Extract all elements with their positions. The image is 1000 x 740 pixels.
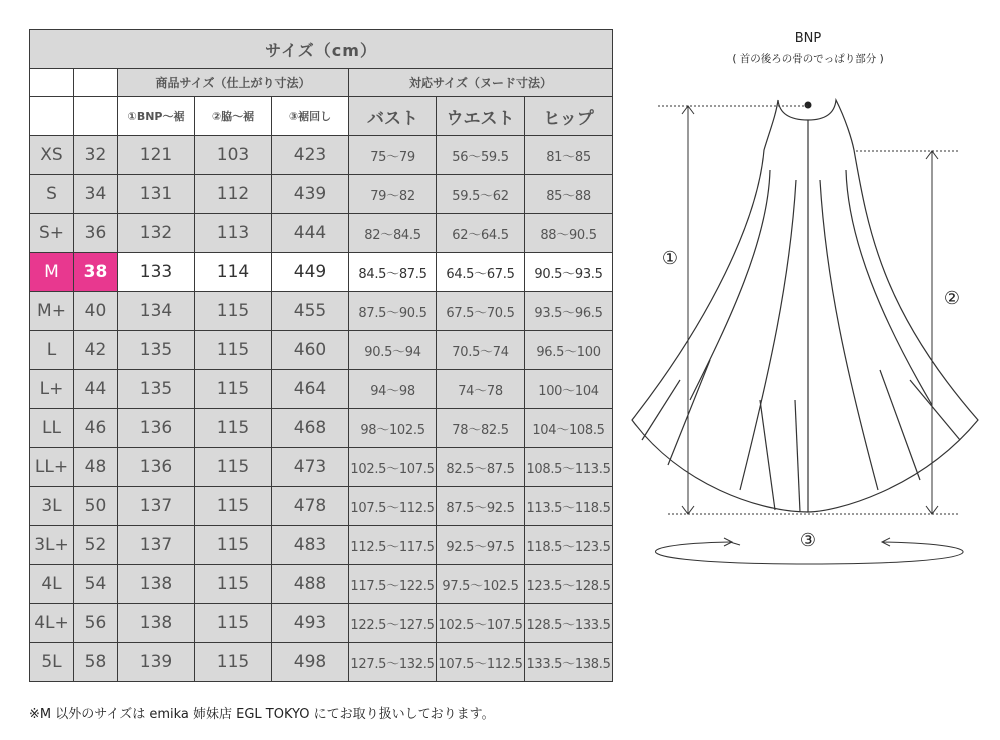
cell-suso: 498: [272, 643, 349, 682]
product-size-header: 商品サイズ（仕上がり寸法）: [118, 69, 349, 97]
marker-2: ②: [943, 288, 961, 309]
cell-waist: 64.5～67.5: [437, 253, 525, 292]
cell-suso: 468: [272, 409, 349, 448]
cell-num: 32: [74, 136, 118, 175]
cell-num: 36: [74, 214, 118, 253]
dress-diagram: [620, 20, 1000, 580]
cell-waki: 115: [195, 448, 272, 487]
table-row: [30, 565, 613, 604]
cell-num: 38: [74, 253, 118, 292]
marker-3: ③: [799, 530, 817, 551]
col-header-bust: バスト: [349, 97, 437, 136]
cell-waki: 114: [195, 253, 272, 292]
cell-label: L+: [30, 370, 74, 409]
col-header-waki: ②脇～裾: [195, 97, 272, 136]
cell-hip: 85～88: [525, 175, 613, 214]
cell-suso: 478: [272, 487, 349, 526]
cell-bust: 122.5～127.5: [349, 604, 437, 643]
cell-waki: 115: [195, 370, 272, 409]
cell-label: 3L+: [30, 526, 74, 565]
cell-hip: 104～108.5: [525, 409, 613, 448]
col-header-waist: ウエスト: [437, 97, 525, 136]
table-row: [30, 214, 613, 253]
table-row: [30, 292, 613, 331]
cell-waki: 115: [195, 643, 272, 682]
cell-hip: 133.5～138.5: [525, 643, 613, 682]
table-row: [30, 175, 613, 214]
cell-suso: 444: [272, 214, 349, 253]
cell-bnp: 136: [118, 448, 195, 487]
cell-hip: 90.5～93.5: [525, 253, 613, 292]
cell-num: 56: [74, 604, 118, 643]
cell-hip: 100～104: [525, 370, 613, 409]
cell-waist: 107.5～112.5: [437, 643, 525, 682]
cell-label: LL+: [30, 448, 74, 487]
cell-bust: 75～79: [349, 136, 437, 175]
cell-waki: 113: [195, 214, 272, 253]
cell-label: L: [30, 331, 74, 370]
col-header-bnp: ①BNP～裾: [118, 97, 195, 136]
cell-hip: 96.5～100: [525, 331, 613, 370]
cell-label: M: [30, 253, 74, 292]
cell-hip: 123.5～128.5: [525, 565, 613, 604]
cell-bnp: 137: [118, 487, 195, 526]
bnp-title: BNP: [794, 31, 822, 46]
cell-waki: 115: [195, 292, 272, 331]
cell-num: 42: [74, 331, 118, 370]
table-row: [30, 643, 613, 682]
cell-suso: 464: [272, 370, 349, 409]
cell-bnp: 121: [118, 136, 195, 175]
cell-waki: 115: [195, 526, 272, 565]
cell-hip: 118.5～123.5: [525, 526, 613, 565]
cell-label: XS: [30, 136, 74, 175]
cell-bust: 102.5～107.5: [349, 448, 437, 487]
table-row: [30, 136, 613, 175]
table-row: [30, 370, 613, 409]
cell-bnp: 138: [118, 565, 195, 604]
cell-label: S+: [30, 214, 74, 253]
cell-waki: 115: [195, 409, 272, 448]
cell-waist: 62～64.5: [437, 214, 525, 253]
cell-bnp: 138: [118, 604, 195, 643]
cell-num: 52: [74, 526, 118, 565]
col-header-hip: ヒップ: [525, 97, 613, 136]
cell-suso: 473: [272, 448, 349, 487]
cell-bust: 112.5～117.5: [349, 526, 437, 565]
cell-bust: 87.5～90.5: [349, 292, 437, 331]
col-header-suso: ③裾回し: [272, 97, 349, 136]
cell-num: 34: [74, 175, 118, 214]
cell-hip: 113.5～118.5: [525, 487, 613, 526]
cell-bnp: 134: [118, 292, 195, 331]
cell-hip: 81～85: [525, 136, 613, 175]
cell-waki: 115: [195, 565, 272, 604]
table-title: サイズ（cm）: [30, 30, 613, 69]
blank-cell: [74, 69, 118, 97]
cell-label: 4L: [30, 565, 74, 604]
cell-label: 3L: [30, 487, 74, 526]
cell-num: 54: [74, 565, 118, 604]
bnp-note: ( 首の後ろの骨のでっぱり部分 ): [732, 53, 884, 65]
cell-suso: 423: [272, 136, 349, 175]
cell-bnp: 133: [118, 253, 195, 292]
cell-waist: 87.5～92.5: [437, 487, 525, 526]
cell-label: LL: [30, 409, 74, 448]
cell-bust: 82～84.5: [349, 214, 437, 253]
cell-suso: 439: [272, 175, 349, 214]
cell-waki: 115: [195, 604, 272, 643]
cell-bnp: 132: [118, 214, 195, 253]
cell-bnp: 131: [118, 175, 195, 214]
bnp-dot: [805, 102, 812, 109]
marker-1: ①: [661, 248, 679, 269]
dress-outline: [632, 100, 978, 512]
table-row: [30, 604, 613, 643]
footnote: ※M 以外のサイズは emika 姉妹店 EGL TOKYO にてお取り扱いしております。: [29, 707, 495, 722]
cell-hip: 88～90.5: [525, 214, 613, 253]
cell-waki: 112: [195, 175, 272, 214]
cell-num: 40: [74, 292, 118, 331]
table-row: [30, 526, 613, 565]
cell-bust: 94～98: [349, 370, 437, 409]
cell-bust: 84.5～87.5: [349, 253, 437, 292]
cell-suso: 460: [272, 331, 349, 370]
cell-num: 58: [74, 643, 118, 682]
table-row: [30, 487, 613, 526]
cell-waist: 82.5～87.5: [437, 448, 525, 487]
cell-waist: 56～59.5: [437, 136, 525, 175]
cell-suso: 455: [272, 292, 349, 331]
cell-waki: 115: [195, 487, 272, 526]
table-row: [30, 331, 613, 370]
cell-bust: 98～102.5: [349, 409, 437, 448]
table-row: [30, 409, 613, 448]
cell-bnp: 135: [118, 370, 195, 409]
cell-num: 44: [74, 370, 118, 409]
cell-label: 5L: [30, 643, 74, 682]
cell-waist: 74～78: [437, 370, 525, 409]
cell-bust: 117.5～122.5: [349, 565, 437, 604]
cell-waki: 103: [195, 136, 272, 175]
cell-suso: 493: [272, 604, 349, 643]
cell-bnp: 136: [118, 409, 195, 448]
size-table: [29, 29, 613, 682]
cell-hip: 108.5～113.5: [525, 448, 613, 487]
cell-waist: 102.5～107.5: [437, 604, 525, 643]
cell-suso: 483: [272, 526, 349, 565]
cell-label: S: [30, 175, 74, 214]
cell-suso: 449: [272, 253, 349, 292]
cell-label: M+: [30, 292, 74, 331]
cell-waist: 92.5～97.5: [437, 526, 525, 565]
cell-num: 46: [74, 409, 118, 448]
table-row: [30, 448, 613, 487]
cell-hip: 128.5～133.5: [525, 604, 613, 643]
cell-num: 50: [74, 487, 118, 526]
cell-waist: 59.5～62: [437, 175, 525, 214]
cell-bnp: 135: [118, 331, 195, 370]
cell-bust: 90.5～94: [349, 331, 437, 370]
cell-hip: 93.5～96.5: [525, 292, 613, 331]
blank-cell: [30, 69, 74, 97]
blank-cell: [74, 97, 118, 136]
cell-waist: 70.5～74: [437, 331, 525, 370]
cell-num: 48: [74, 448, 118, 487]
cell-bnp: 139: [118, 643, 195, 682]
measure-lines: [658, 106, 960, 514]
table-row: [30, 253, 613, 292]
cell-waist: 67.5～70.5: [437, 292, 525, 331]
cell-waist: 97.5～102.5: [437, 565, 525, 604]
cell-label: 4L+: [30, 604, 74, 643]
cell-bust: 107.5～112.5: [349, 487, 437, 526]
cell-waist: 78～82.5: [437, 409, 525, 448]
cell-bust: 127.5～132.5: [349, 643, 437, 682]
cell-waki: 115: [195, 331, 272, 370]
cell-bust: 79～82: [349, 175, 437, 214]
blank-cell: [30, 97, 74, 136]
cell-bnp: 137: [118, 526, 195, 565]
nude-size-header: 対応サイズ（ヌード寸法）: [349, 69, 613, 97]
cell-suso: 488: [272, 565, 349, 604]
